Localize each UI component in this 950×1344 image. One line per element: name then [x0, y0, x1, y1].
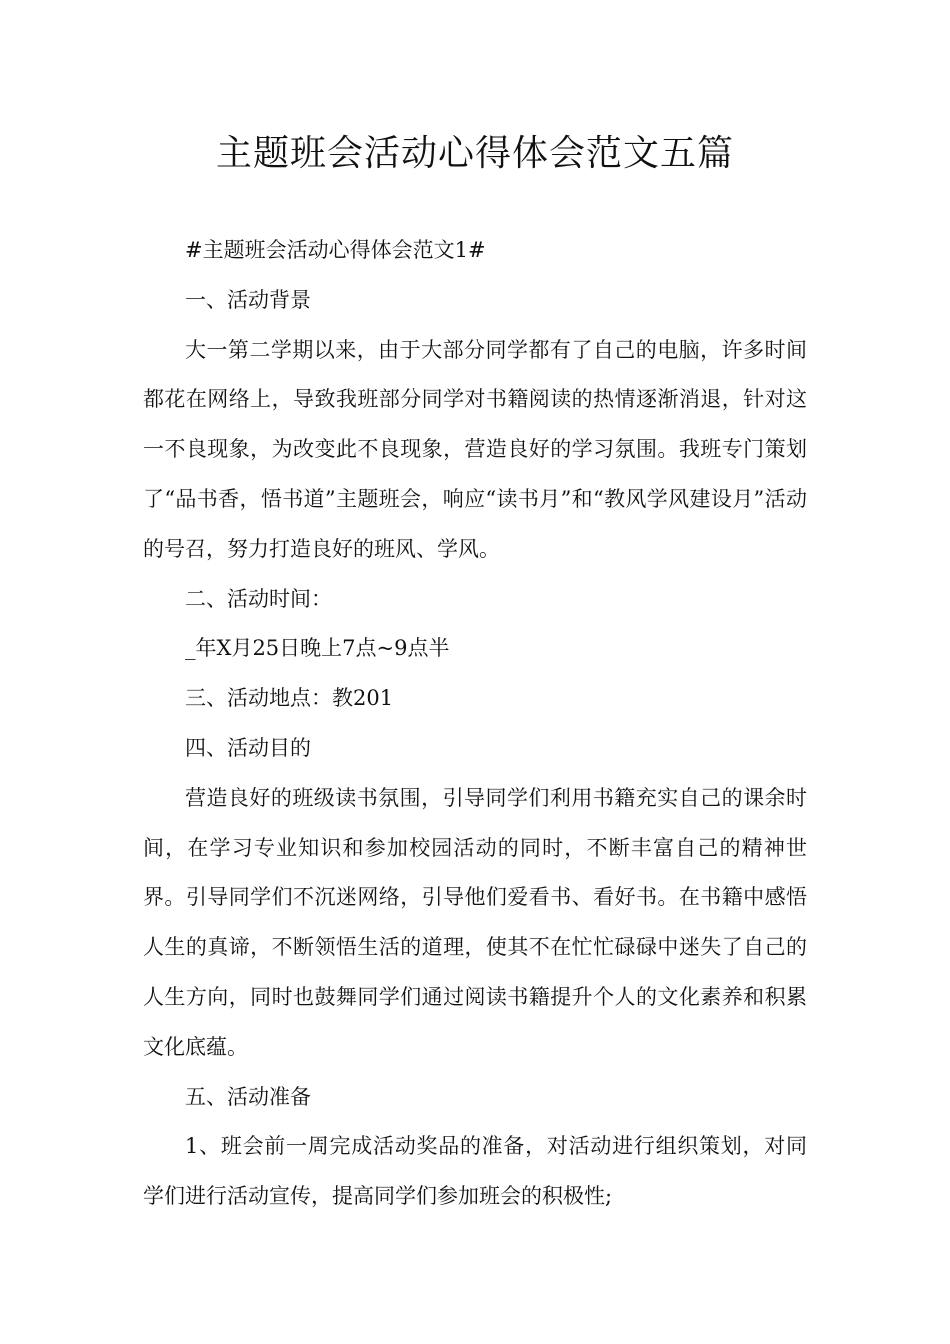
document-body	[143, 226, 807, 1222]
heading-location: 三、活动地点：教201	[185, 686, 394, 711]
paragraph-time: _年X月25日晚上7点~9点半	[185, 636, 450, 661]
section-marker: #主题班会活动心得体会范文1#	[185, 238, 486, 262]
paragraph-background: 大一第二学期以来，由于大部分同学都有了自己的电脑，许多时间都花在网络上，导致我班部分同学对书籍阅读的热情逐渐消退，针对这一不良现象，为改变此不良现象，营造良好的学习氛围。我班专门策划了“品书香，悟书道”主题班会，响应“读书月”和“教风学风建设月”活动的号召，努力打造良好的班风、学风。	[143, 337, 807, 561]
paragraph-preparation-1: 1、班会前一周完成活动奖品的准备，对活动进行组织策划，对同学们进行活动宣传，提高同学们参加班会的积极性;	[143, 1134, 807, 1209]
heading-time: 二、活动时间：	[185, 586, 332, 611]
document-title: 主题班会活动心得体会范文五篇	[215, 133, 734, 174]
heading-purpose: 四、活动目的	[185, 735, 311, 760]
paragraph-purpose: 营造良好的班级读书氛围，引导同学们利用书籍充实自己的课余时间，在学习专业知识和参加校园活动的同时，不断丰富自己的精神世界。引导同学们不沉迷网络，引导他们爱看书、看好书。在书籍中感悟人生的真谛，不断领悟生活的道理，使其不在忙忙碌碌中迷失了自己的人生方向，同时也鼓舞同学们通过阅读书籍提升个人的文化素养和积累文化底蕴。	[143, 785, 807, 1059]
heading-preparation: 五、活动准备	[185, 1084, 311, 1109]
heading-background: 一、活动背景	[185, 287, 311, 312]
